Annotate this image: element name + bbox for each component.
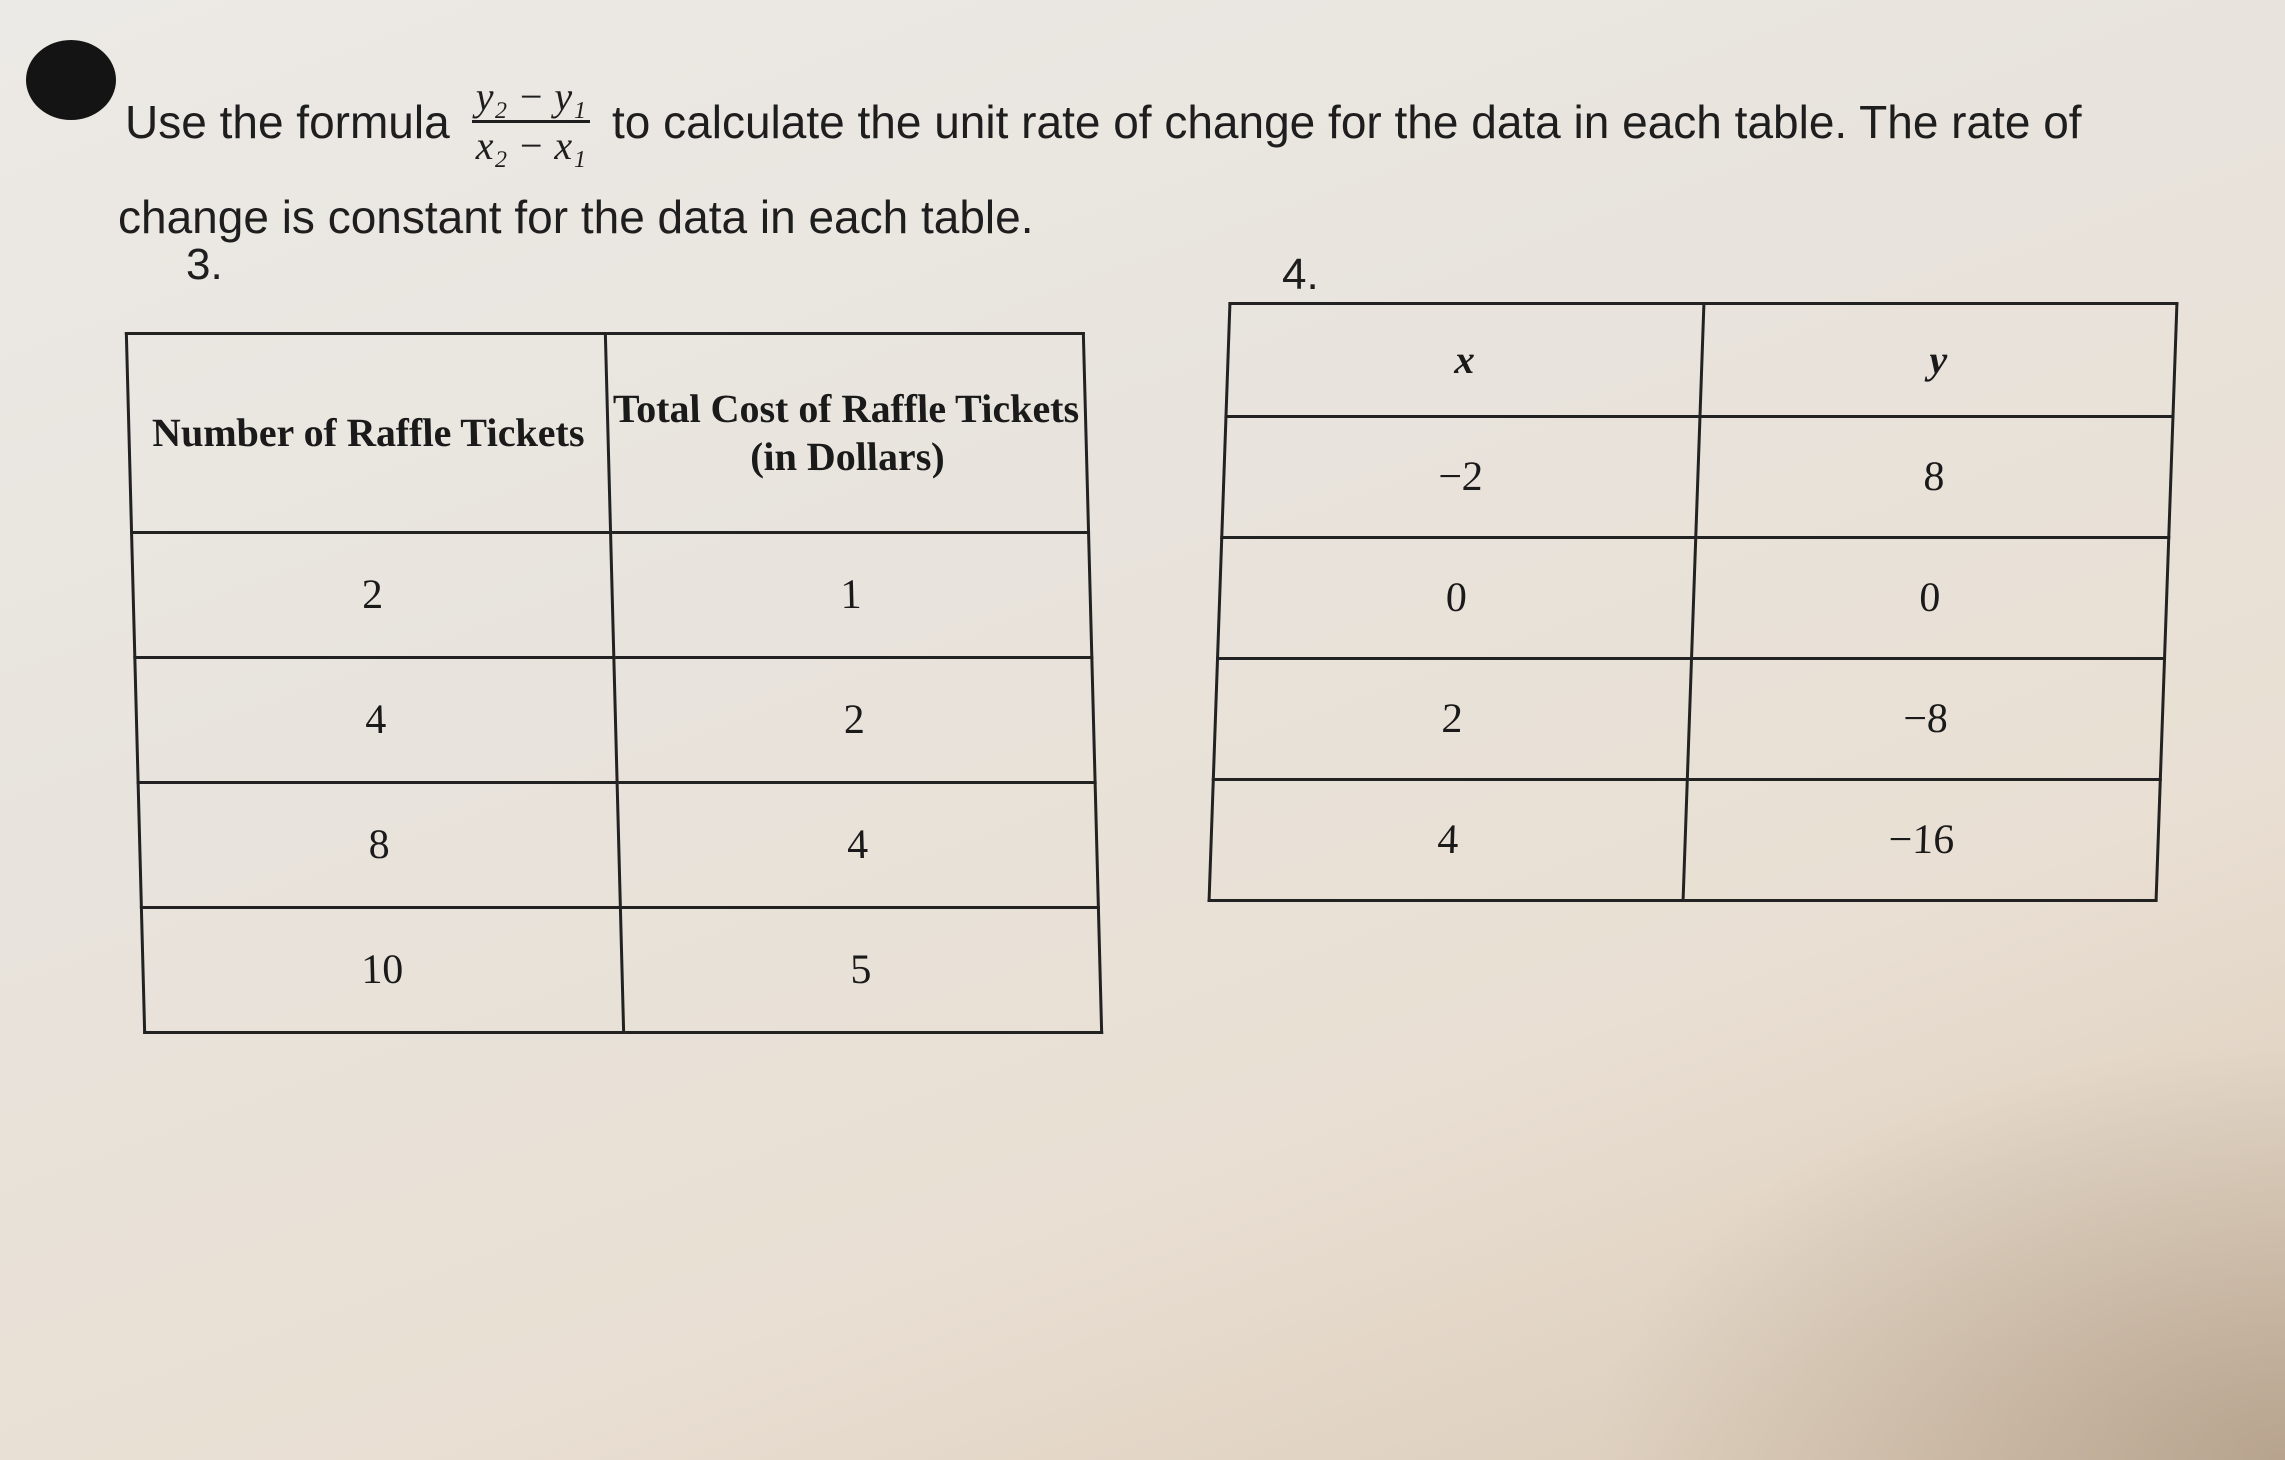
instructions-line-2: change is constant for the data in each table. — [118, 191, 1034, 243]
formula-denominator: x₂ − x₁ — [475, 123, 587, 168]
formula-numerator: y₂ − y₁ — [472, 76, 590, 123]
problem-3-number: 3. — [186, 240, 223, 289]
table-cell: 10 — [141, 908, 623, 1033]
table-row — [141, 908, 1101, 1033]
table-cell: 2 — [613, 658, 1095, 783]
table-row — [138, 783, 1098, 908]
header-y: y — [1699, 304, 2176, 417]
problem-4-number: 4. — [1282, 250, 1319, 299]
table-cell: 2 — [132, 533, 614, 658]
instructions-after-formula: to calculate the unit rate of change for the data in each table. The rate of — [612, 95, 2082, 148]
table-cell: 8 — [138, 783, 620, 908]
table-header-row — [126, 334, 1088, 533]
table-cell: 4 — [617, 783, 1099, 908]
table-cell: 2 — [1213, 659, 1691, 780]
instructions-before-formula: Use the formula — [125, 95, 450, 148]
table-row — [1222, 417, 2173, 538]
page-shadow — [1585, 1040, 2285, 1460]
raffle-tickets-table — [125, 332, 1103, 1034]
table-cell: 0 — [1218, 538, 1696, 659]
table-cell: 5 — [620, 908, 1102, 1033]
table-row — [1209, 780, 2160, 901]
table-cell: 4 — [1209, 780, 1687, 901]
table-cell: 0 — [1691, 538, 2169, 659]
binder-hole — [26, 40, 116, 120]
table-cell: 1 — [610, 533, 1092, 658]
header-number-of-tickets: Number of Raffle Tickets — [126, 334, 610, 533]
table-row — [1213, 659, 2164, 780]
rate-formula — [472, 76, 590, 167]
table-row — [132, 533, 1092, 658]
table-cell: 8 — [1695, 417, 2173, 538]
instructions-line-1 — [125, 76, 2082, 167]
table-cell: −8 — [1687, 659, 2165, 780]
table-header-row — [1226, 304, 2177, 417]
table-cell: −16 — [1683, 780, 2161, 901]
table-cell: −2 — [1222, 417, 1700, 538]
table-row — [1218, 538, 2169, 659]
header-total-cost: Total Cost of Raffle Tickets (in Dollars) — [605, 334, 1089, 533]
header-x: x — [1226, 304, 1703, 417]
table-row — [135, 658, 1095, 783]
xy-table — [1208, 302, 2179, 902]
table-cell: 4 — [135, 658, 617, 783]
